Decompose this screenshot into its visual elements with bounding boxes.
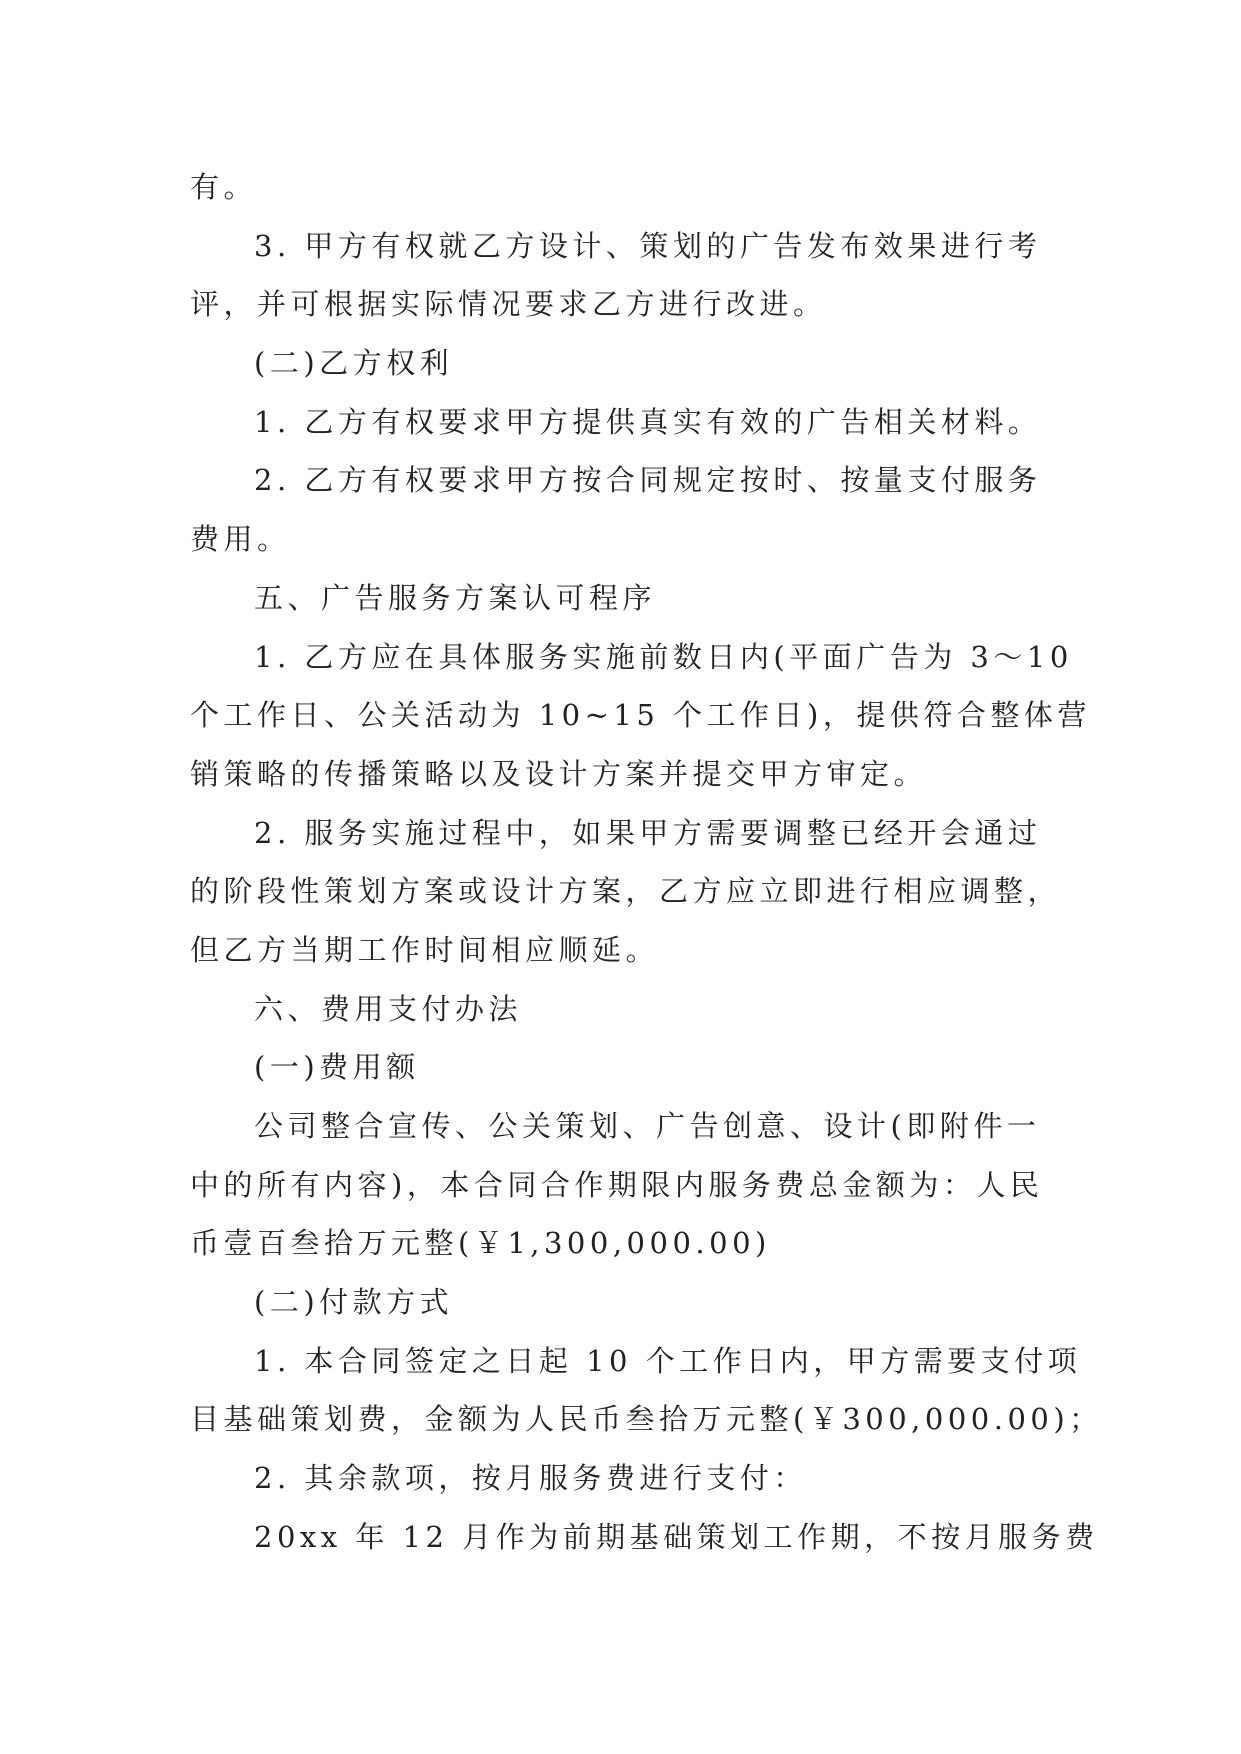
contract-body-text [190, 158, 1103, 1567]
text-line-9: 1. 乙方应在具体服务实施前数日内(平面广告为 3～10 [254, 639, 1073, 674]
text-line-18: 中的所有内容)，本合同合作期限内服务费总金额为：人民 [190, 1167, 1044, 1202]
text-line-3: 评，并可根据实际情况要求乙方进行改进。 [190, 287, 827, 322]
text-line-2: 3. 甲方有权就乙方设计、策划的广告发布效果进行考 [254, 228, 1042, 263]
section-heading-payment-method: 六、费用支付办法 [254, 991, 523, 1026]
text-line-12: 2. 服务实施过程中，如果甲方需要调整已经开会通过 [254, 815, 1042, 850]
section-heading-yifang-rights: (二)乙方权利 [254, 346, 454, 381]
text-line-6: 2. 乙方有权要求甲方按合同规定按时、按量支付服务 [254, 463, 1042, 498]
text-line-23: 2. 其余款项，按月服务费进行支付： [254, 1461, 807, 1496]
text-line-21: 1. 本合同签定之日起 10 个工作日内，甲方需要支付项 [254, 1343, 1082, 1378]
section-heading-approval-procedure: 五、广告服务方案认可程序 [254, 580, 657, 615]
subsection-heading-payment-terms: (二)付款方式 [254, 1285, 454, 1320]
subsection-heading-fee-amount: (一)费用额 [254, 1050, 420, 1085]
text-line-24: 20xx 年 12 月作为前期基础策划工作期，不按月服务费 [254, 1519, 1099, 1554]
text-line-22: 目基础策划费，金额为人民币叁拾万元整(￥300,000.00)； [190, 1402, 1103, 1437]
text-line-7: 费用。 [190, 522, 291, 557]
text-line-14: 但乙方当期工作时间相应顺延。 [190, 932, 660, 967]
text-line-19: 币壹百叁拾万元整(￥1,300,000.00) [190, 1226, 771, 1261]
text-line-17: 公司整合宣传、公关策划、广告创意、设计(即附件一 [254, 1109, 1041, 1143]
text-line-5: 1. 乙方有权要求甲方提供真实有效的广告相关材料。 [254, 404, 1042, 439]
text-line-10: 个工作日、公关活动为 10~15 个工作日)，提供符合整体营 [190, 698, 1091, 733]
text-line-11: 销策略的传播策略以及设计方案并提交甲方审定。 [190, 756, 928, 791]
text-line-1: 有。 [190, 170, 258, 204]
text-line-13: 的阶段性策划方案或设计方案，乙方应立即进行相应调整， [190, 874, 1062, 909]
